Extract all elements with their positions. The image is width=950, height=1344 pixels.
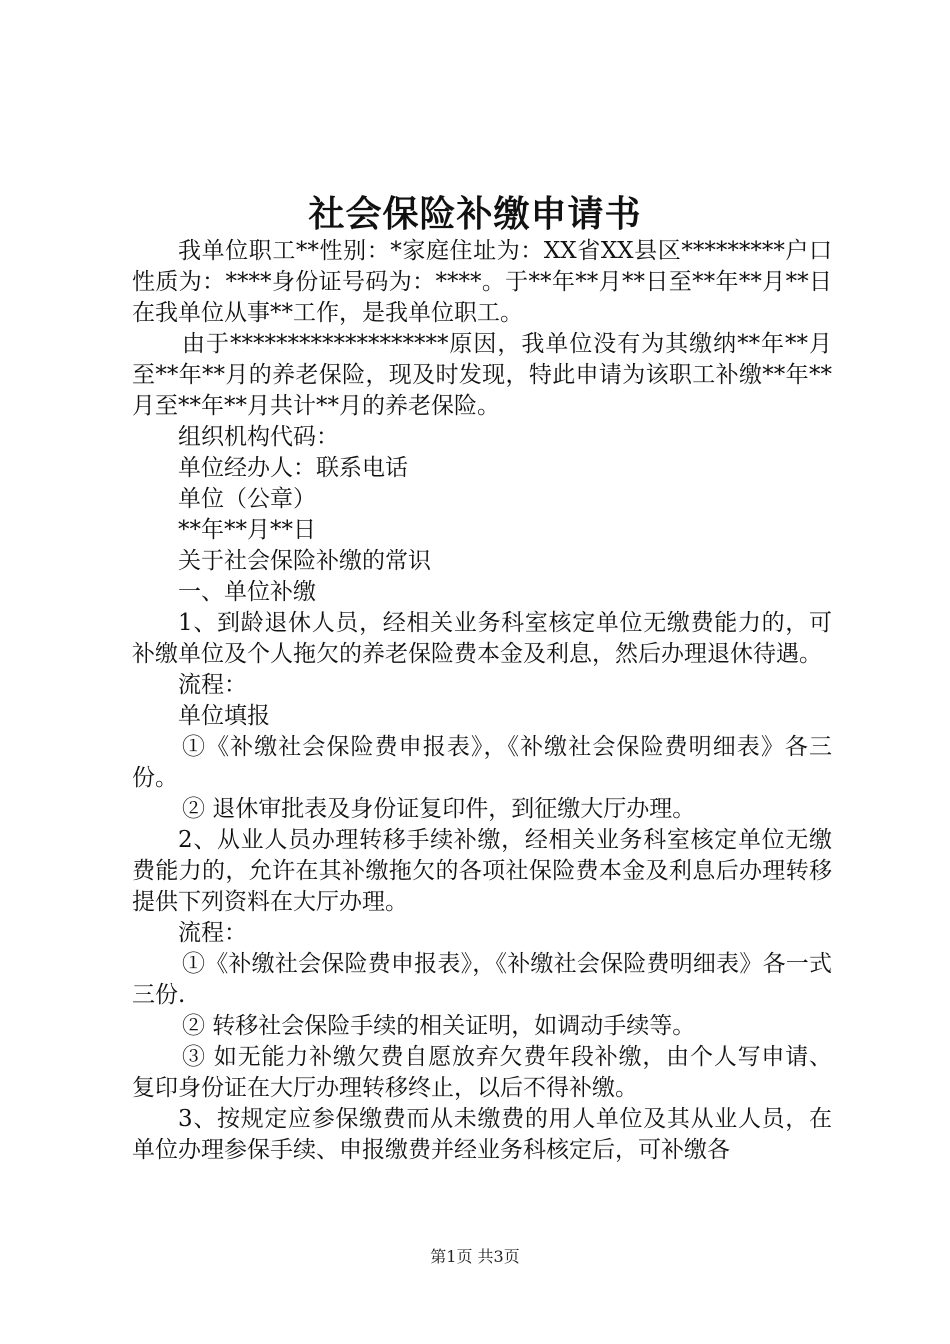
paragraph-knowledge-heading: 关于社会保险补缴的常识 <box>178 548 431 574</box>
paragraph-reason: 由于*******************原因，我单位没有为其缴纳**年**月至**年**月的养老保险，现及时发现，特此申请为该职工补缴**年**月至**年**月共计**月的养老保险。 <box>132 331 833 419</box>
paragraph-step-2a: ①《补缴社会保险费申报表》，《补缴社会保险费明细表》各一式三份. <box>132 951 832 1008</box>
paragraph-step-1a: ①《补缴社会保险费申报表》，《补缴社会保险费明细表》各三份。 <box>132 734 832 791</box>
paragraph-handler: 单位经办人：联系电话 <box>178 455 408 481</box>
paragraph-date: **年**月**日 <box>178 517 316 543</box>
paragraph-section-one: 一、单位补缴 <box>178 579 316 605</box>
paragraph-unit-fill: 单位填报 <box>178 703 270 729</box>
paragraph-employee-info: 我单位职工**性别：*家庭住址为：XX省XX县区*********户口性质为：****身份证号码为：****。于**年**月**日至**年**月**日在我单位从事**工作，是我单位职工。 <box>132 238 832 326</box>
paragraph-org-code: 组织机构代码： <box>178 424 339 450</box>
paragraph-item-2: 2、从业人员办理转移手续补缴，经相关业务科室核定单位无缴费能力的，允许在其补缴拖欠的各项社保险费本金及利息后办理转移提供下列资料在大厅办理。 <box>132 827 832 915</box>
page-number-footer: 第1页 共3页 <box>430 1247 520 1266</box>
paragraph-step-2c: ③ 如无能力补缴欠费自愿放弃欠费年段补缴，由个人写申请、复印身份证在大厅办理转移终止，以后不得补缴。 <box>132 1044 832 1101</box>
paragraph-seal: 单位（公章） <box>178 486 316 512</box>
paragraph-step-1b: ② 退休审批表及身份证复印件，到征缴大厅办理。 <box>182 796 696 822</box>
paragraph-item-1: 1、到龄退休人员，经相关业务科室核定单位无缴费能力的，可补缴单位及个人拖欠的养老保险费本金及利息，然后办理退休待遇。 <box>132 610 832 667</box>
paragraph-item-3: 3、按规定应参保缴费而从未缴费的用人单位及其从业人员，在单位办理参保手续、申报缴费并经业务科核定后，可补缴各 <box>132 1106 832 1163</box>
paragraph-process-1: 流程： <box>178 672 247 698</box>
page-title: 社会保险补缴申请书 <box>308 193 642 235</box>
paragraph-process-2: 流程： <box>178 920 247 946</box>
document-body <box>132 236 832 1166</box>
paragraph-step-2b: ② 转移社会保险手续的相关证明，如调动手续等。 <box>182 1013 696 1039</box>
